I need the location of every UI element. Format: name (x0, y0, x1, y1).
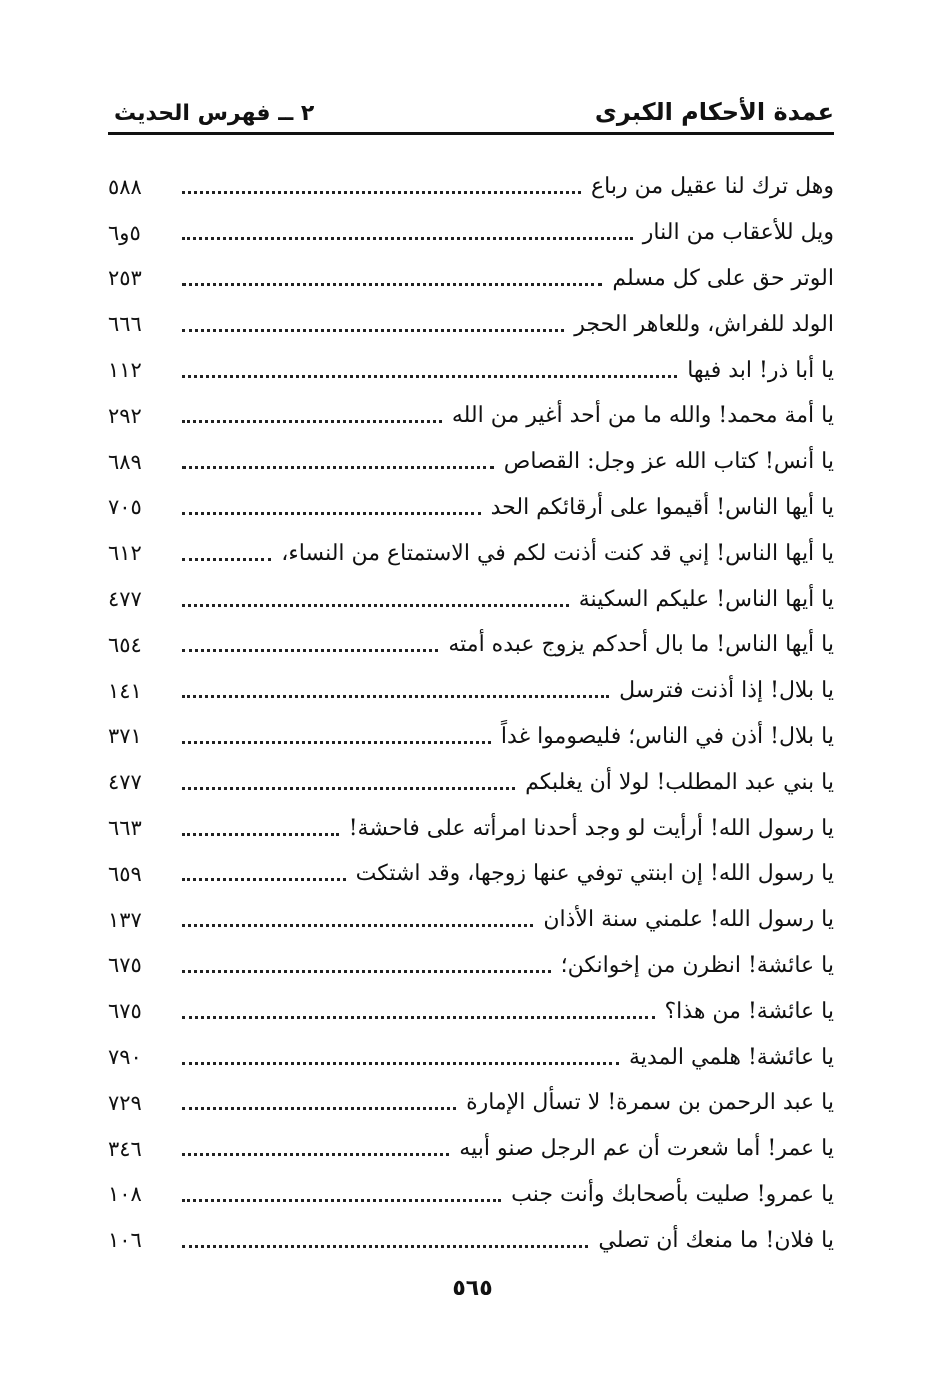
index-entry (108, 256, 834, 302)
dot-leader (182, 1199, 501, 1202)
hadith-text: يا عمر! أما شعرت أن عم الرجل صنو أبيه (459, 1136, 834, 1162)
hadith-text: وهل ترك لنا عقيل من رباع (591, 174, 834, 200)
dot-leader (182, 649, 438, 652)
page-reference: ٦٨٩ (108, 449, 142, 474)
hadith-text: يا رسول الله! علمني سنة الأذان (543, 907, 834, 933)
index-entry (108, 576, 834, 622)
hadith-text: يا عمرو! صليت بأصحابك وأنت جنب (511, 1181, 834, 1207)
hadith-text: يا عائشة! انظرن من إخوانكن؛ (560, 952, 834, 978)
section-title: ٢ ــ فهرس الحديث (114, 101, 315, 126)
hadith-text: يا عبد الرحمن بن سمرة! لا تسأل الإمارة (466, 1090, 834, 1116)
hadith-text: يا أيها الناس! أقيموا على أرقائكم الحد (490, 494, 834, 520)
index-entry (108, 301, 834, 347)
page-reference: ٧٠٥ (108, 495, 142, 520)
hadith-text: الولد للفراش، وللعاهر الحجر (574, 311, 834, 337)
dot-leader (182, 420, 442, 423)
dot-leader (182, 329, 564, 332)
page-reference: ١٣٧ (108, 907, 142, 932)
page-reference: ٢٩٢ (108, 403, 142, 428)
hadith-text: يا بني عبد المطلب! لولا أن يغلبكم (525, 769, 834, 795)
index-entry (108, 988, 834, 1034)
index-entry (108, 943, 834, 989)
index-entry (108, 759, 834, 805)
page-reference: ٣٧١ (108, 724, 142, 749)
dot-leader (182, 924, 533, 927)
dot-leader (182, 283, 602, 286)
page-number: ٥٦٥ (452, 1276, 493, 1301)
hadith-text: يا أنس! كتاب الله عز وجل: القصاص (503, 449, 834, 475)
index-entry (108, 805, 834, 851)
index-entry (108, 347, 834, 393)
page-reference: ٥٨٨ (108, 174, 142, 199)
dot-leader (182, 1062, 619, 1065)
hadith-text: يا عائشة! هلمي المدية (629, 1044, 834, 1070)
index-entry (108, 439, 834, 485)
dot-leader (182, 833, 339, 836)
page-reference: ٦٧٥ (108, 999, 142, 1024)
hadith-text: يا بلال! إذا أذنت فترسل (619, 678, 834, 704)
dot-leader (182, 191, 581, 194)
page-reference: ٦٥٤ (108, 632, 142, 657)
page-reference: ٣٤٦ (108, 1136, 142, 1161)
page-reference: ١٤١ (108, 678, 142, 703)
dot-leader (182, 512, 481, 515)
page-reference: ٤٧٧ (108, 770, 142, 795)
index-entry (108, 1080, 834, 1126)
page-reference: ٢٥٣ (108, 266, 142, 291)
index-entry (108, 530, 834, 576)
index-entry (108, 393, 834, 439)
page-reference: ٧٩٠ (108, 1045, 142, 1070)
page-reference: ١١٢ (108, 358, 142, 383)
dot-leader (182, 1153, 449, 1156)
dot-leader (182, 695, 609, 698)
hadith-index-list (108, 164, 834, 1263)
hadith-text: يا أيها الناس! إني قد كنت أذنت لكم في الاستمتاع من النساء، (281, 540, 834, 566)
dot-leader (182, 1016, 655, 1019)
hadith-text: يا أمة محمد! والله ما من أحد أغير من الله (451, 403, 834, 429)
dot-leader (182, 741, 491, 744)
page-reference: ٦٦٣ (108, 816, 142, 841)
index-entry (108, 668, 834, 714)
index-entry (108, 851, 834, 897)
hadith-text: يا أبا ذر! ابد فيها (687, 357, 834, 383)
index-entry (108, 622, 834, 668)
dot-leader (182, 237, 633, 240)
index-entry (108, 714, 834, 760)
hadith-text: يا أيها الناس! ما بال أحدكم يزوج عبده أمته (448, 632, 834, 658)
page-reference: ٤٧٧ (108, 587, 142, 612)
dot-leader (182, 604, 569, 607)
hadith-text: يا بلال! أذن في الناس؛ فليصوموا غداً (500, 723, 834, 749)
index-entry (108, 897, 834, 943)
page-reference: ٦١٢ (108, 541, 142, 566)
index-entry (108, 210, 834, 256)
index-entry (108, 1034, 834, 1080)
page-reference: ٦٥٩ (108, 861, 142, 886)
page-reference: ٦٦٦ (108, 312, 142, 337)
index-entry (108, 1217, 834, 1263)
dot-leader (182, 558, 271, 561)
page-header (108, 92, 834, 135)
hadith-text: يا فلان! ما منعك أن تصلي (598, 1227, 834, 1253)
dot-leader (182, 466, 494, 469)
dot-leader (182, 1245, 588, 1248)
page-reference: ١٠٨ (108, 1182, 142, 1207)
index-entry (108, 1126, 834, 1172)
book-title: عمدة الأحكام الكبرى (594, 98, 834, 126)
page-reference: ٥و٦ (108, 220, 141, 245)
hadith-text: ويل للأعقاب من النار (642, 220, 834, 246)
dot-leader (182, 375, 677, 378)
index-entry (108, 485, 834, 531)
index-entry (108, 164, 834, 210)
dot-leader (182, 970, 551, 973)
hadith-text: يا عائشة! من هذا؟ (664, 998, 834, 1024)
dot-leader (182, 1107, 456, 1110)
page-reference: ٧٢٩ (108, 1090, 142, 1115)
page-reference: ٦٧٥ (108, 953, 142, 978)
hadith-text: يا رسول الله! إن ابنتي توفي عنها زوجها، وقد اشتكت (355, 861, 834, 887)
hadith-text: الوتر حق على كل مسلم (612, 265, 834, 291)
hadith-text: يا رسول الله! أرأيت لو وجد أحدنا امرأته على فاحشة! (348, 815, 834, 841)
index-entry (108, 1172, 834, 1218)
dot-leader (182, 878, 346, 881)
dot-leader (182, 787, 515, 790)
page-reference: ١٠٦ (108, 1228, 142, 1253)
hadith-text: يا أيها الناس! عليكم السكينة (578, 586, 834, 612)
